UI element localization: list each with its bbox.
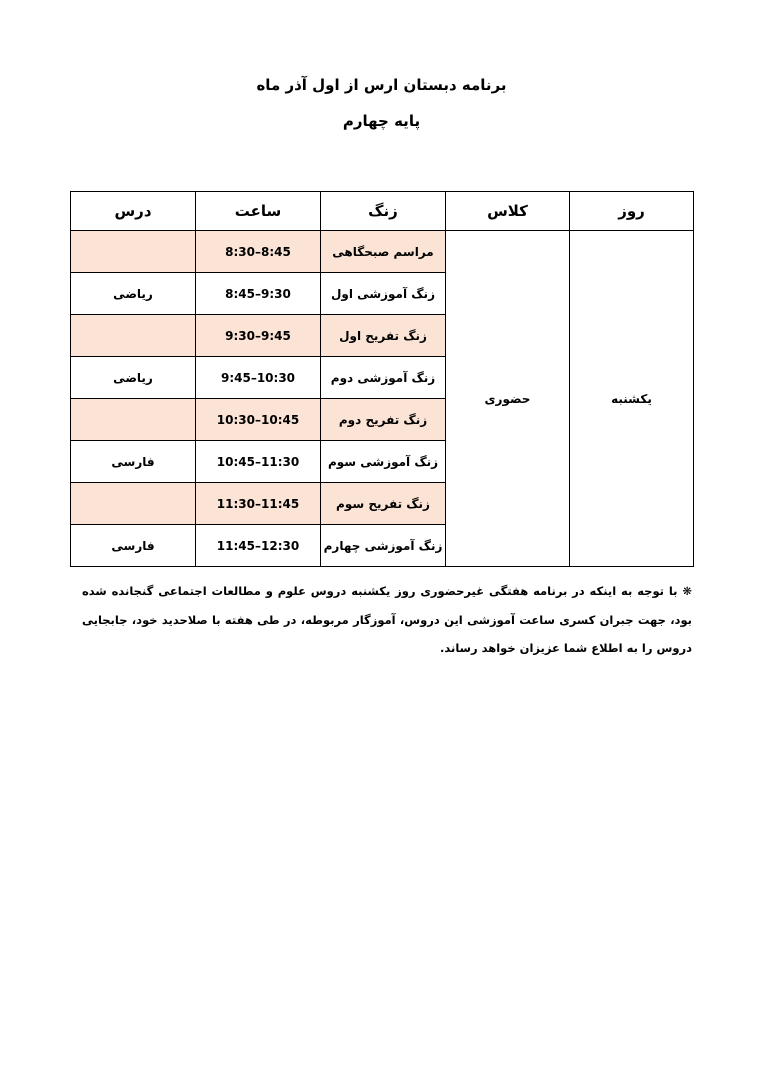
header-time: ساعت: [196, 192, 321, 231]
bell-cell: زنگ آموزشی سوم: [321, 441, 446, 483]
header-bell: زنگ: [321, 192, 446, 231]
time-cell: 11:45–12:30: [196, 525, 321, 567]
lesson-cell: فارسی: [71, 525, 196, 567]
table-row: [71, 231, 694, 273]
bell-cell: مراسم صبحگاهی: [321, 231, 446, 273]
bell-cell: زنگ آموزشی چهارم: [321, 525, 446, 567]
bell-cell: زنگ تفریح اول: [321, 315, 446, 357]
page-subtitle: پایه چهارم: [342, 112, 421, 130]
bell-cell: زنگ آموزشی اول: [321, 273, 446, 315]
lesson-cell: [71, 399, 196, 441]
time-cell: 10:45–11:30: [196, 441, 321, 483]
schedule-table: [70, 191, 694, 567]
lesson-cell: فارسی: [71, 441, 196, 483]
time-cell: 9:30–9:45: [196, 315, 321, 357]
footnote: ❋ با توجه به اینکه در برنامه هفتگی غیرحضوری روز یکشنبه دروس علوم و مطالعات اجتماعی گنجانده شده بود، جهت جبران کسری ساعت آموزشی این دروس، آموزگار مربوطه، در طی هفته با صلاحدید خود، جابجایی دروس را به اطلاع شما عزیزان خواهد رساند.: [82, 584, 692, 655]
header-lesson: درس: [71, 192, 196, 231]
class-type-cell: حضوری: [446, 231, 570, 567]
lesson-cell: [71, 483, 196, 525]
time-cell: 9:45–10:30: [196, 357, 321, 399]
bell-cell: زنگ تفریح دوم: [321, 399, 446, 441]
header-day: روز: [570, 192, 694, 231]
day-cell: یکشنبه: [570, 231, 694, 567]
bell-cell: زنگ آموزشی دوم: [321, 357, 446, 399]
lesson-cell: [71, 231, 196, 273]
time-cell: 8:30–8:45: [196, 231, 321, 273]
header-row: [71, 192, 694, 231]
lesson-cell: [71, 315, 196, 357]
time-cell: 11:30–11:45: [196, 483, 321, 525]
time-cell: 8:45–9:30: [196, 273, 321, 315]
time-cell: 10:30–10:45: [196, 399, 321, 441]
page-title: برنامه دبستان ارس از اول آذر ماه: [256, 76, 507, 94]
lesson-cell: ریاضی: [71, 357, 196, 399]
lesson-cell: ریاضی: [71, 273, 196, 315]
bell-cell: زنگ تفریح سوم: [321, 483, 446, 525]
header-class: کلاس: [446, 192, 570, 231]
